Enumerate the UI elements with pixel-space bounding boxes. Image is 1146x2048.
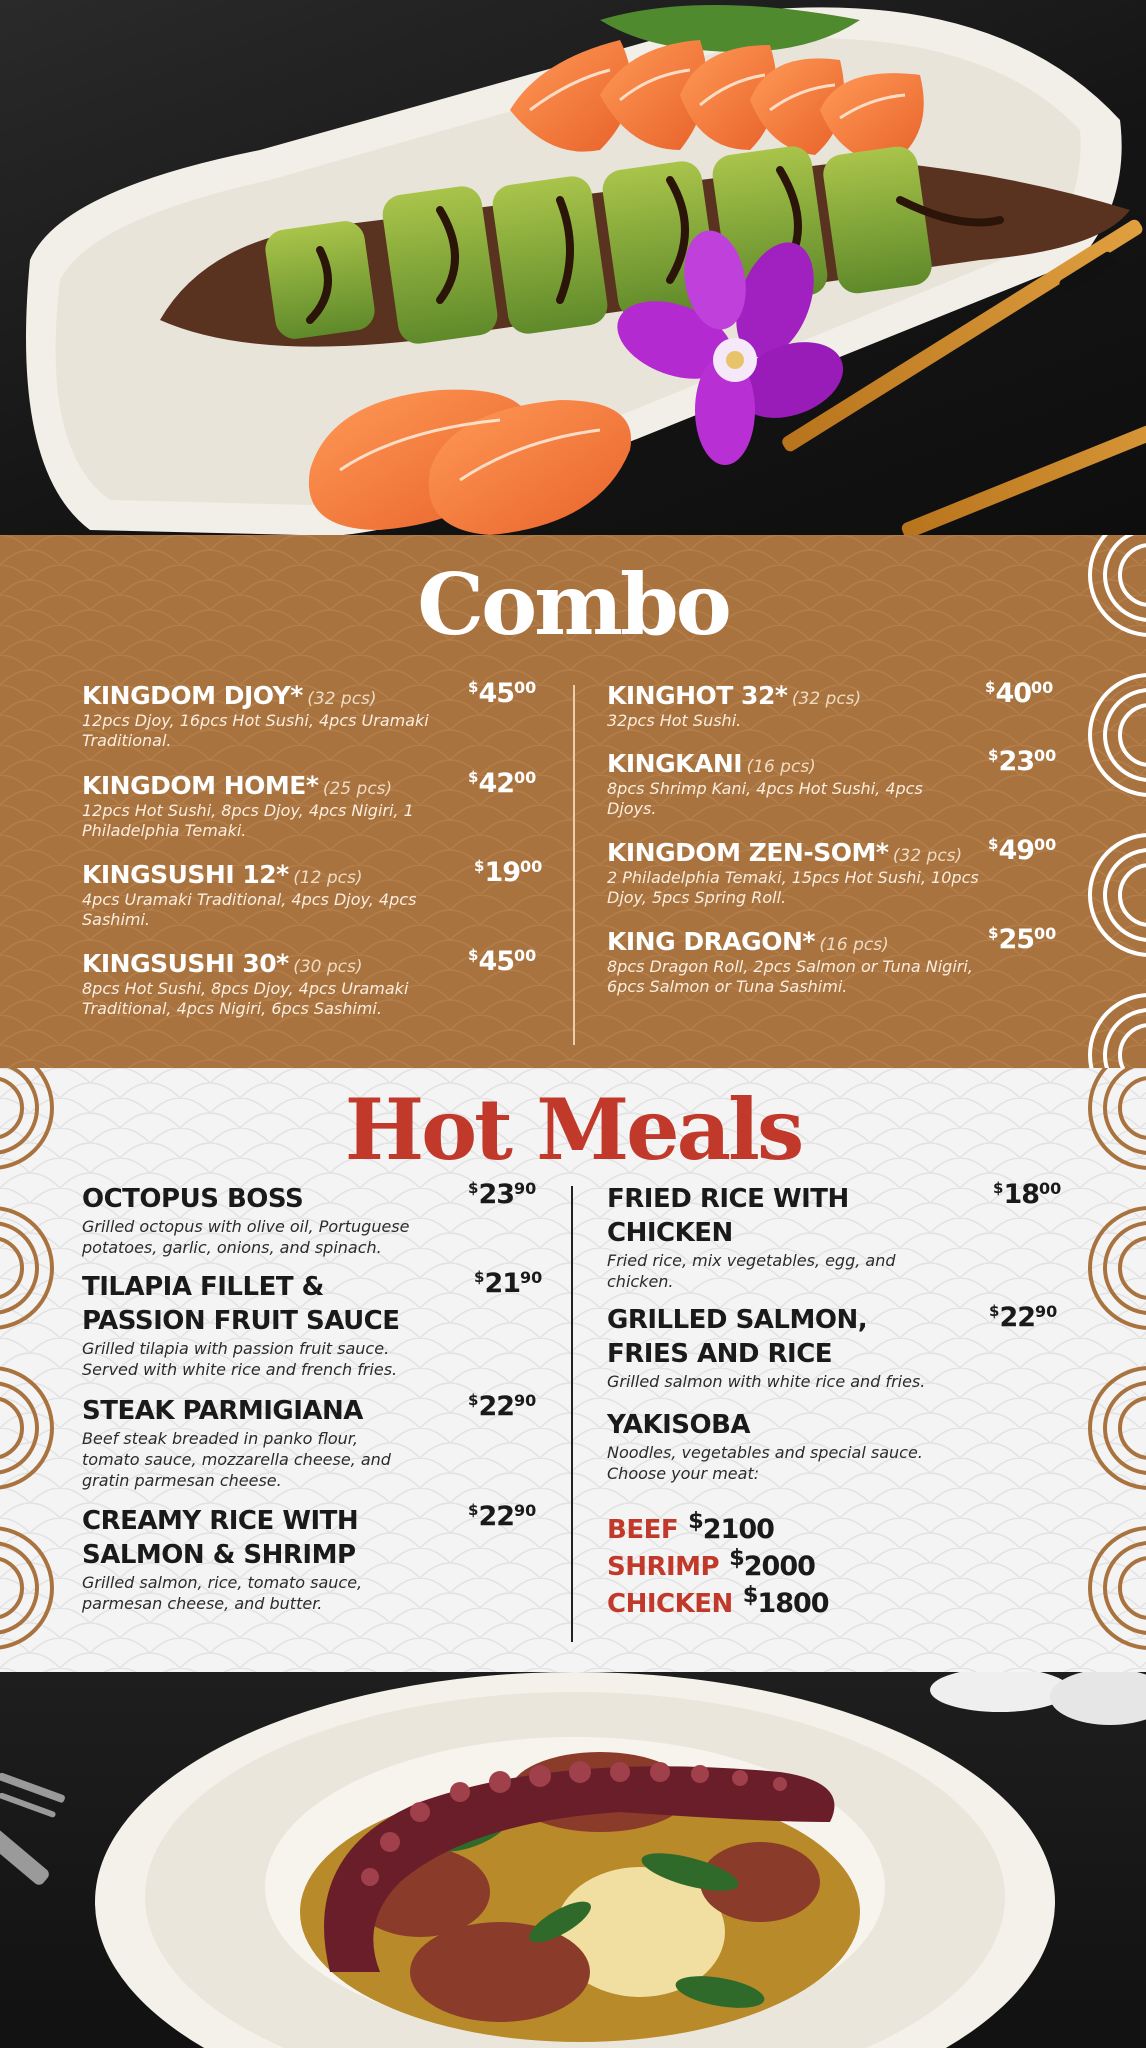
item-price: $^{\$}23^{90}$ [468, 1179, 537, 1210]
menu-item-fried-rice-chicken [607, 1182, 1007, 1292]
item-description: Noodles, vegetables and special sauce. Choose your meat: [607, 1443, 923, 1483]
octopus-dish-illustration [0, 1672, 1146, 2048]
item-pieces: (32 pcs) [791, 689, 862, 709]
item-name: KINGDOM DJOY* [82, 681, 303, 710]
meat-price: $2000 [729, 1545, 815, 1582]
item-description: 2 Philadelphia Temaki, 15pcs Hot Sushi, 10pcs Djoy, 5pcs Spring Roll. [607, 868, 979, 907]
hot-meals-section [0, 1068, 1146, 1672]
item-name: TILAPIA FILLET & PASSION FRUIT SAUCE [82, 1272, 400, 1336]
item-price: $^{\$}18^{00}$ [993, 1179, 1062, 1210]
item-price: $^{\$}45^{00}$ [468, 946, 537, 977]
item-name: KINGSUSHI 30* [82, 949, 289, 978]
menu-item-kingsushi-12 [82, 860, 542, 930]
item-name: KINGSUSHI 12* [82, 860, 289, 889]
item-name: GRILLED SALMON, FRIES AND RICE [607, 1305, 868, 1369]
menu-item-king-dragon [607, 927, 1007, 997]
item-price: $^{\$}25^{00}$ [988, 924, 1057, 955]
item-price: $^{\$}45^{00}$ [468, 678, 537, 709]
item-price: $^{\$}40^{00}$ [985, 678, 1054, 709]
item-price: $^{\$}42^{00}$ [468, 768, 537, 799]
item-pieces: (30 pcs) [293, 957, 363, 977]
item-name: OCTOPUS BOSS [82, 1184, 304, 1214]
hot-meals-title: Hot Meals [344, 1080, 802, 1179]
item-pieces: (25 pcs) [322, 779, 393, 799]
item-description: Grilled salmon, rice, tomato sauce, parmesan cheese, and butter. [82, 1573, 363, 1613]
item-price: $^{\$}19^{00}$ [474, 857, 543, 888]
item-description: 12pcs Djoy, 16pcs Hot Sushi, 4pcs Uramaki Traditional. [82, 711, 429, 750]
menu-item-kingkani [607, 749, 1007, 819]
yakisoba-option-chicken [607, 1582, 829, 1619]
column-divider [573, 685, 575, 1045]
menu-item-grilled-salmon [607, 1303, 1007, 1392]
menu-item-yakisoba [607, 1408, 1007, 1484]
item-description: 4pcs Uramaki Traditional, 4pcs Djoy, 4pcs Sashimi. [82, 890, 417, 929]
sushi-platter-illustration [0, 0, 1146, 535]
item-price: $^{\$}23^{00}$ [988, 746, 1057, 777]
item-description: Grilled salmon with white rice and fries. [607, 1372, 926, 1391]
item-price: $^{\$}49^{00}$ [988, 835, 1057, 866]
item-pieces: (16 pcs) [819, 935, 889, 955]
item-name: KINGKANI [607, 749, 743, 778]
menu-item-kingdom-zen-som [607, 838, 1007, 908]
menu-item-tilapia-fillet [82, 1270, 542, 1380]
combo-title: Combo [417, 555, 729, 654]
item-name: KING DRAGON* [607, 927, 815, 956]
meat-name: CHICKEN [607, 1589, 733, 1619]
item-description: 8pcs Shrimp Kani, 4pcs Hot Sushi, 4pcs Djoys. [607, 779, 923, 818]
column-divider [571, 1186, 573, 1642]
item-pieces: (32 pcs) [307, 689, 377, 709]
item-description: Grilled octopus with olive oil, Portuguese potatoes, garlic, onions, and spinach. [82, 1217, 410, 1257]
item-price: $^{\$}22^{90}$ [989, 1302, 1058, 1333]
item-pieces: (12 pcs) [293, 868, 363, 888]
item-price: $^{\$}22^{90}$ [468, 1391, 537, 1422]
item-name: YAKISOBA [607, 1410, 751, 1440]
item-pieces: (16 pcs) [746, 757, 816, 777]
item-name: STEAK PARMIGIANA [82, 1396, 363, 1426]
combo-section [0, 535, 1146, 1068]
item-name: KINGDOM ZEN-SOM* [607, 838, 889, 867]
yakisoba-option-beef [607, 1508, 774, 1545]
item-price: $^{\$}22^{90}$ [468, 1501, 537, 1532]
item-name: FRIED RICE WITH CHICKEN [607, 1184, 849, 1248]
item-description: Grilled tilapia with passion fruit sauce. Served with white rice and french fries. [82, 1339, 398, 1379]
octopus-dish-photo [0, 1672, 1146, 2048]
item-description: 12pcs Hot Sushi, 8pcs Djoy, 4pcs Nigiri, 1 Philadelphia Temaki. [82, 801, 414, 840]
item-name: KINGHOT 32* [607, 681, 788, 710]
item-description: 8pcs Dragon Roll, 2pcs Salmon or Tuna Nigiri, 6pcs Salmon or Tuna Sashimi. [607, 957, 973, 996]
item-description: 8pcs Hot Sushi, 8pcs Djoy, 4pcs Uramaki Traditional, 4pcs Nigiri, 6pcs Sashimi. [82, 979, 409, 1018]
yakisoba-option-shrimp [607, 1545, 815, 1582]
meat-name: SHRIMP [607, 1552, 720, 1582]
item-description: Beef steak breaded in panko flour, tomato sauce, mozzarella cheese, and gratin parmesan cheese. [82, 1429, 391, 1490]
menu-item-kinghot-32 [607, 681, 1007, 731]
item-name: KINGDOM HOME* [82, 771, 319, 800]
meat-price: $1800 [742, 1582, 829, 1619]
sushi-platter-photo [0, 0, 1146, 535]
item-description: Fried rice, mix vegetables, egg, and chicken. [607, 1251, 896, 1291]
meat-name: BEEF [607, 1515, 679, 1545]
item-name: CREAMY RICE WITH SALMON & SHRIMP [82, 1506, 359, 1570]
item-description: 32pcs Hot Sushi. [607, 711, 742, 730]
item-price: $^{\$}21^{90}$ [474, 1268, 543, 1299]
item-pieces: (32 pcs) [892, 846, 963, 866]
meat-price: $2100 [688, 1508, 774, 1545]
